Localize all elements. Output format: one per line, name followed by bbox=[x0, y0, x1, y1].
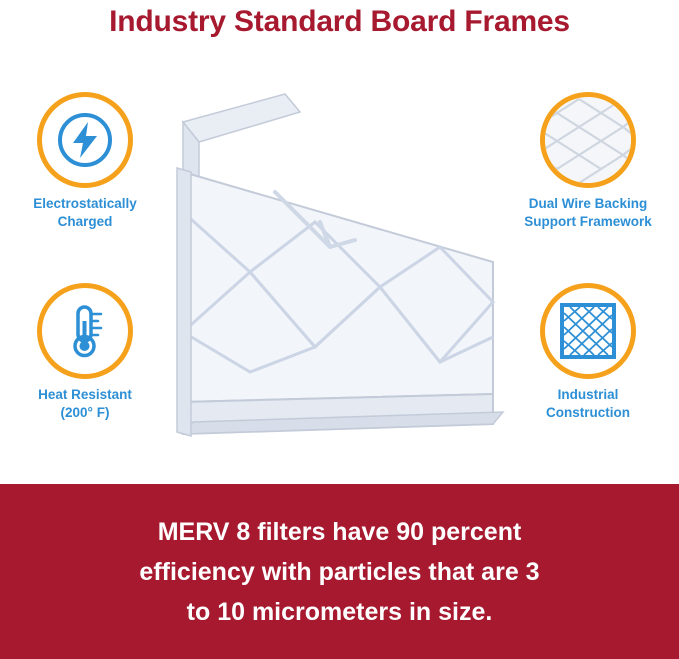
feature-label: Dual Wire Backing Support Framework bbox=[524, 196, 652, 229]
merv-rating-banner bbox=[0, 484, 679, 659]
lightning-bolt-icon bbox=[57, 112, 113, 168]
badge-circle bbox=[37, 92, 133, 188]
feature-electrostatically-charged bbox=[5, 92, 165, 231]
feature-heat-resistant bbox=[5, 283, 165, 422]
page-title: Industry Standard Board Frames bbox=[109, 5, 570, 38]
wire-mesh-photo-icon bbox=[545, 97, 631, 183]
badge-circle bbox=[37, 283, 133, 379]
pleated-air-filter-illustration bbox=[155, 72, 515, 472]
feature-label: Heat Resistant (200° F) bbox=[38, 387, 132, 420]
feature-label: Industrial Construction bbox=[546, 387, 630, 420]
feature-industrial-construction bbox=[508, 283, 668, 422]
feature-label: Electrostatically Charged bbox=[33, 196, 137, 229]
thermometer-icon bbox=[57, 301, 113, 361]
badge-circle bbox=[540, 92, 636, 188]
banner-text: MERV 8 filters have 90 percent efficiency with particles that are 3 to 10 micrometers in size. bbox=[139, 517, 540, 626]
feature-dual-wire-backing bbox=[508, 92, 668, 231]
badge-circle bbox=[540, 283, 636, 379]
mesh-square-icon bbox=[559, 302, 617, 360]
